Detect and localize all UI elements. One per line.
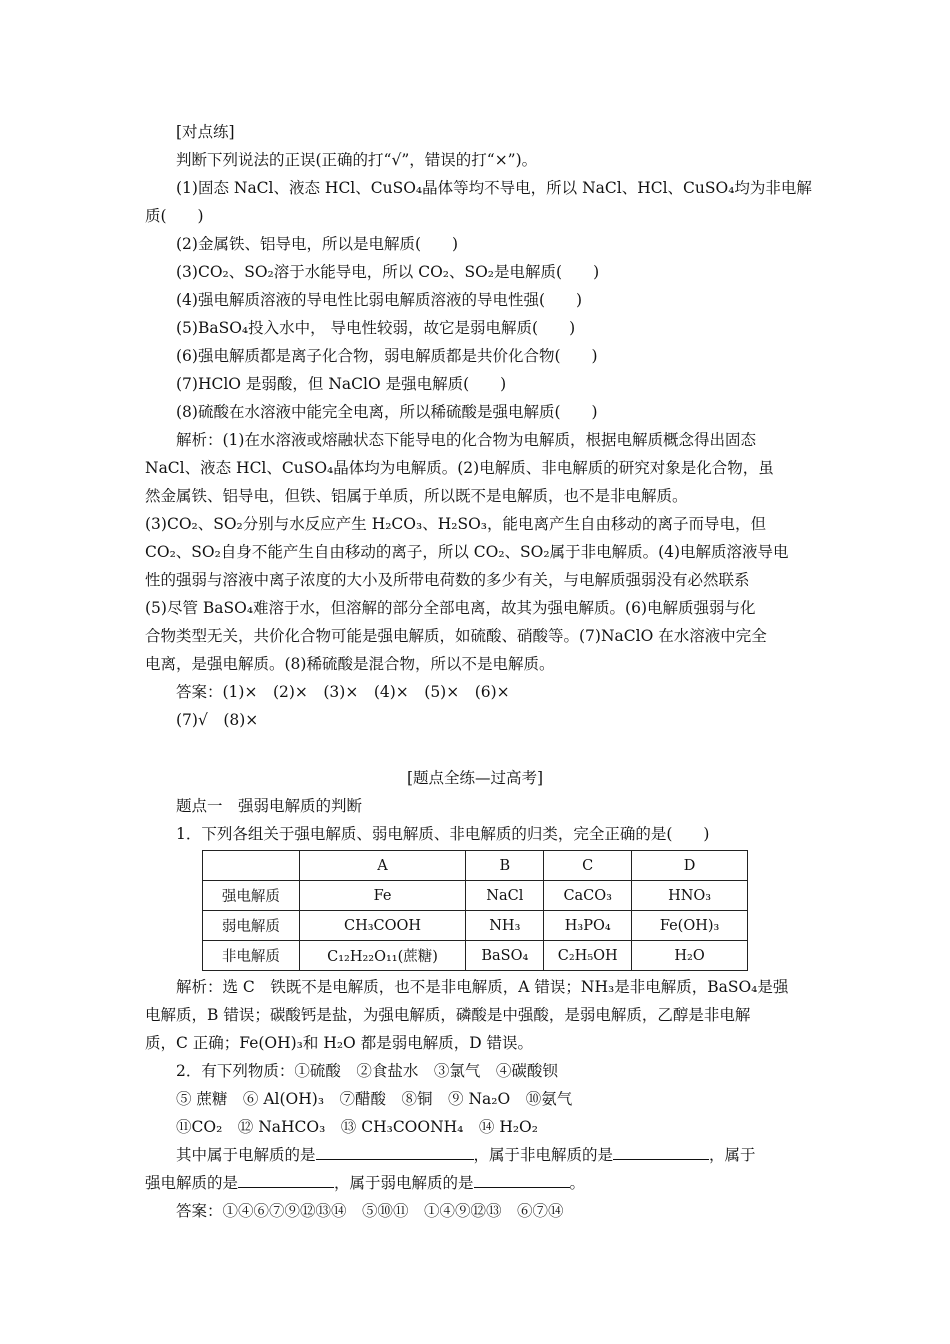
table-cell: H₂O xyxy=(632,941,748,971)
practice-item-2: (2)金属铁、铝导电，所以是电解质( ) xyxy=(176,235,459,253)
practice-answer-line-1: 答案：(1)× (2)× (3)× (4)× (5)× (6)× xyxy=(176,683,510,701)
practice-item-4: (4)强电解质溶液的导电性比弱电解质溶液的导电性强( ) xyxy=(176,291,583,309)
practice-analysis-line: NaCl、液态 HCl、CuSO₄晶体均为电解质。(2)电解质、非电解质的研究对象是化合物，虽 xyxy=(145,459,774,477)
practice-analysis-line: 解析：(1)在水溶液或熔融状态下能导电的化合物为电解质，根据电解质概念得出固态 xyxy=(176,431,756,449)
section-subtitle: 题点一 强弱电解质的判断 xyxy=(176,797,363,815)
practice-analysis-line: (5)尽管 BaSO₄难溶于水，但溶解的部分全部电离，故其为强电解质。(6)电解质强弱与化 xyxy=(145,599,756,617)
practice-analysis-line: 合物类型无关，共价化合物可能是强电解质，如硫酸、硝酸等。(7)NaClO 在水溶液中完全 xyxy=(145,627,767,645)
practice-header: [对点练] xyxy=(176,123,235,141)
practice-item-5: (5)BaSO₄投入水中， 导电性较弱，故它是弱电解质( ) xyxy=(176,319,576,337)
q2-answer: 答案：①④⑥⑦⑨⑫⑬⑭ ⑤⑩⑪ ①④⑨⑫⑬ ⑥⑦⑭ xyxy=(176,1202,564,1220)
q2-fill-line-1 xyxy=(145,1141,805,1169)
practice-analysis-line: 然金属铁、铝导电，但铁、铝属于单质，所以既不是电解质，也不是非电解质。 xyxy=(145,487,688,505)
table-row xyxy=(203,881,748,911)
answer-blank[interactable] xyxy=(238,1169,334,1188)
practice-item-6: (6)强电解质都是离子化合物，弱电解质都是共价化合物( ) xyxy=(176,347,598,365)
q1-analysis-line: 解析：选 C 铁既不是电解质，也不是非电解质，A 错误；NH₃是非电解质，BaSO₄是强 xyxy=(176,978,789,996)
table-cell: A xyxy=(299,851,466,881)
q1-analysis-line: 电解质，B 错误；碳酸钙是盐，为强电解质，磷酸是中强酸，是弱电解质，乙醇是非电解 xyxy=(145,1006,751,1024)
spacer xyxy=(145,734,805,764)
table-cell: B xyxy=(466,851,544,881)
table-cell: 弱电解质 xyxy=(203,911,300,941)
table-row xyxy=(203,941,748,971)
practice-item-3: (3)CO₂、SO₂溶于水能导电，所以 CO₂、SO₂是电解质( ) xyxy=(176,263,600,281)
table-cell xyxy=(203,851,300,881)
practice-analysis-line: (3)CO₂、SO₂分别与水反应产生 H₂CO₃、H₂SO₃，能电离产生自由移动的离子而导电，但 xyxy=(145,515,766,533)
practice-item-1-line-1: (1)固态 NaCl、液态 HCl、CuSO₄晶体等均不导电，所以 NaCl、HCl、CuSO₄均为非电解 xyxy=(176,179,812,197)
fill-text: 其中属于电解质的是 xyxy=(176,1146,316,1164)
table-cell: NH₃ xyxy=(466,911,544,941)
table-cell: BaSO₄ xyxy=(466,941,544,971)
practice-instruction: 判断下列说法的正误(正确的打“√”，错误的打“×”)。 xyxy=(176,151,538,169)
table-cell: C₂H₅OH xyxy=(544,941,632,971)
practice-item-7: (7)HClO 是弱酸，但 NaClO 是强电解质( ) xyxy=(176,375,507,393)
document-page xyxy=(145,118,812,1225)
practice-answer-line-2: (7)√ (8)× xyxy=(176,711,259,729)
practice-analysis-line: 电离，是强电解质。(8)稀硫酸是混合物，所以不是电解质。 xyxy=(145,655,555,673)
q2-substances-line-3: ⑪CO₂ ⑫ NaHCO₃ ⑬ CH₃COONH₄ ⑭ H₂O₂ xyxy=(176,1118,538,1136)
table-cell: NaCl xyxy=(466,881,544,911)
table-cell: HNO₃ xyxy=(632,881,748,911)
fill-text: ，属于 xyxy=(709,1146,756,1164)
table-cell: Fe xyxy=(299,881,466,911)
fill-text: ，属于非电解质的是 xyxy=(473,1146,614,1164)
answer-blank[interactable] xyxy=(613,1141,709,1160)
answer-blank[interactable] xyxy=(474,1169,570,1188)
table-cell: C₁₂H₂₂O₁₁(蔗糖) xyxy=(299,941,466,971)
fill-text: ，属于弱电解质的是 xyxy=(334,1174,474,1192)
table-cell: 非电解质 xyxy=(203,941,300,971)
q1-table xyxy=(202,850,748,971)
q2-substances-line-2: ⑤ 蔗糖 ⑥ Al(OH)₃ ⑦醋酸 ⑧铜 ⑨ Na₂O ⑩氨气 xyxy=(176,1090,573,1108)
table-cell: Fe(OH)₃ xyxy=(632,911,748,941)
practice-analysis-line: CO₂、SO₂自身不能产生自由移动的离子，所以 CO₂、SO₂属于非电解质。(4)电解质溶液导电 xyxy=(145,543,789,561)
table-cell: CaCO₃ xyxy=(544,881,632,911)
section-title: [题点全练—过高考] xyxy=(406,769,544,787)
practice-analysis-line: 性的强弱与溶液中离子浓度的大小及所带电荷数的多少有关，与电解质强弱没有必然联系 xyxy=(145,571,750,589)
fill-text: 。 xyxy=(569,1174,586,1192)
table-header-row xyxy=(203,851,748,881)
table-cell: CH₃COOH xyxy=(299,911,466,941)
fill-text: 强电解质的是 xyxy=(145,1174,239,1192)
table-cell: D xyxy=(632,851,748,881)
practice-item-1-line-2: 质( ) xyxy=(145,207,204,225)
practice-item-8: (8)硫酸在水溶液中能完全电离，所以稀硫酸是强电解质( ) xyxy=(176,403,598,421)
q2-fill-line-2 xyxy=(145,1169,805,1197)
answer-blank[interactable] xyxy=(316,1141,474,1160)
table-cell: H₃PO₄ xyxy=(544,911,632,941)
table-cell: 强电解质 xyxy=(203,881,300,911)
q1-analysis-line: 质，C 正确；Fe(OH)₃和 H₂O 都是弱电解质，D 错误。 xyxy=(145,1034,534,1052)
table-row xyxy=(203,911,748,941)
q2-stem: 2．有下列物质：①硫酸 ②食盐水 ③氯气 ④碳酸钡 xyxy=(176,1062,558,1080)
table-cell: C xyxy=(544,851,632,881)
q1-stem: 1．下列各组关于强电解质、弱电解质、非电解质的归类，完全正确的是( ) xyxy=(176,825,710,843)
